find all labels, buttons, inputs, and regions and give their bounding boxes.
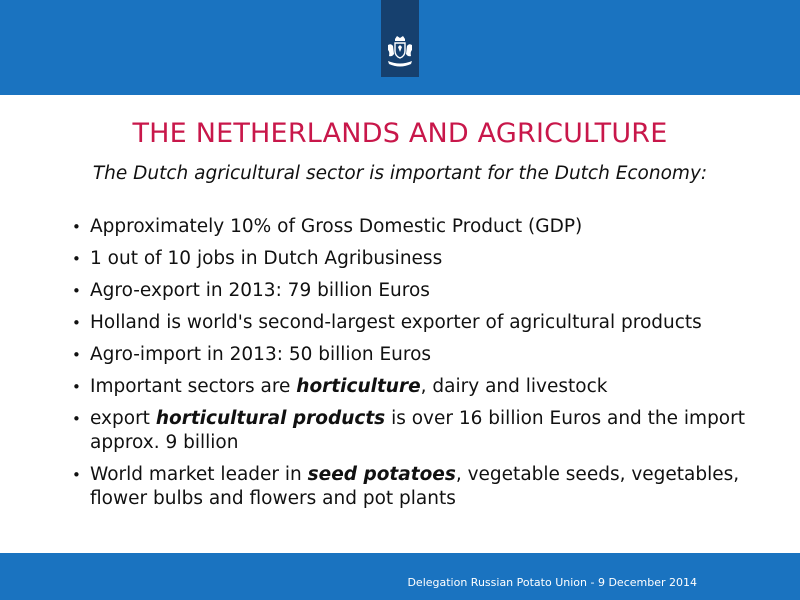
header-bar	[0, 0, 800, 95]
bullet-text: , vegetable seeds, vegetables, flower bulbs and flowers and pot plants	[90, 464, 740, 509]
bullet-text: export	[90, 408, 156, 429]
bullet-item	[72, 407, 762, 455]
emblem-box	[381, 0, 419, 77]
footer-text: Delegation Russian Potato Union - 9 December 2014	[407, 576, 697, 589]
bullet-dot-icon: •	[72, 346, 81, 364]
bullet-emphasis: seed potatoes	[307, 464, 456, 485]
bullet-dot-icon: •	[72, 314, 81, 332]
bullet-text: Important sectors are	[90, 376, 297, 397]
bullet-item	[72, 215, 762, 239]
bullet-text: 1 out of 10 jobs in Dutch Agribusiness	[90, 248, 443, 269]
dutch-coat-of-arms-icon	[385, 36, 415, 70]
bullet-item	[72, 279, 762, 303]
bullet-dot-icon: •	[72, 282, 81, 300]
bullet-text: , dairy and livestock	[420, 376, 608, 397]
bullet-item	[72, 375, 762, 399]
bullet-text: Approximately 10% of Gross Domestic Product (GDP)	[90, 216, 583, 237]
bullet-text: is over 16 billion Euros and the import approx. 9 billion	[90, 408, 745, 453]
bullet-item	[72, 343, 762, 367]
bullet-text: Holland is world's second-largest exporter of agricultural products	[90, 312, 702, 333]
bullet-emphasis: horticultural products	[155, 408, 386, 429]
bullet-dot-icon: •	[72, 466, 81, 484]
bullet-text: Agro-export in 2013: 79 billion Euros	[90, 280, 430, 301]
bullet-item	[72, 311, 762, 335]
page-subtitle: The Dutch agricultural sector is important for the Dutch Economy:	[92, 163, 708, 184]
bullet-dot-icon: •	[72, 250, 81, 268]
page-title: THE NETHERLANDS AND AGRICULTURE	[132, 118, 668, 149]
bullet-text: World market leader in	[90, 464, 308, 485]
bullet-item	[72, 463, 762, 511]
bullet-list	[72, 215, 762, 519]
bullet-text: Agro-import in 2013: 50 billion Euros	[90, 344, 432, 365]
bullet-dot-icon: •	[72, 410, 81, 428]
bullet-item	[72, 247, 762, 271]
bullet-dot-icon: •	[72, 378, 81, 396]
bullet-dot-icon: •	[72, 218, 81, 236]
bullet-emphasis: horticulture	[296, 376, 421, 397]
